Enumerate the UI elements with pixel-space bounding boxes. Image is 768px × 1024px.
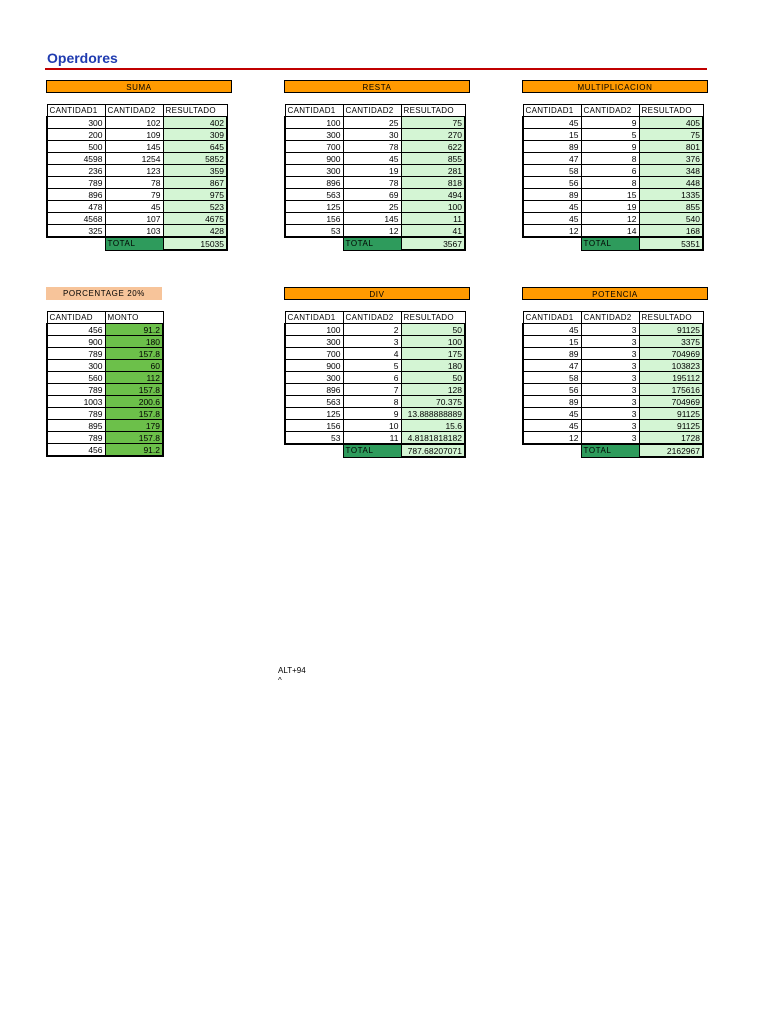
table-cell: 704969 (639, 348, 703, 360)
table-cell: 175616 (639, 384, 703, 396)
table-cell: 50 (401, 324, 465, 336)
table-cell: 801 (639, 141, 703, 153)
table-cell: 25 (343, 117, 401, 129)
table-cell: 3 (581, 396, 639, 408)
table-cell: 78 (105, 177, 163, 189)
table-cell: 622 (401, 141, 465, 153)
table-cell: 405 (639, 117, 703, 129)
total-label: TOTAL (343, 444, 401, 457)
table-row (285, 372, 465, 384)
porcentaje-table (46, 311, 164, 457)
table-row (523, 396, 703, 408)
table-cell: 195112 (639, 372, 703, 384)
table-cell: 3 (581, 432, 639, 445)
table-row (523, 384, 703, 396)
table-cell: 3 (581, 384, 639, 396)
table-row (47, 213, 227, 225)
resta-block (284, 80, 470, 251)
table-row (47, 201, 227, 213)
blank-cell (285, 237, 343, 250)
table-cell: 300 (285, 129, 343, 141)
table-row (523, 177, 703, 189)
table-cell: 300 (285, 372, 343, 384)
total-value: 3567 (401, 237, 465, 250)
table-cell: 12 (523, 225, 581, 238)
table-cell: 236 (47, 165, 105, 177)
table-header-row (47, 312, 163, 324)
table-cell: 109 (105, 129, 163, 141)
table-cell: 53 (285, 432, 343, 445)
table-cell: 428 (163, 225, 227, 238)
table-row (47, 444, 163, 457)
div-block (284, 287, 470, 458)
table-row (523, 225, 703, 238)
table-cell: 180 (401, 360, 465, 372)
table-cell: 123 (105, 165, 163, 177)
table-row (47, 324, 163, 336)
table-cell: 41 (401, 225, 465, 238)
table-cell: 157.8 (105, 432, 163, 444)
total-row (523, 444, 703, 457)
table-cell: 359 (163, 165, 227, 177)
table-cell: 100 (401, 336, 465, 348)
table-row (47, 384, 163, 396)
table-cell: 8 (581, 177, 639, 189)
table-cell: 789 (47, 177, 105, 189)
table-cell: 7 (343, 384, 401, 396)
column-header: CANTIDAD2 (343, 312, 401, 324)
table-cell: 5852 (163, 153, 227, 165)
table-cell: 700 (285, 141, 343, 153)
table-header-row (523, 105, 703, 117)
table-cell: 89 (523, 189, 581, 201)
table-row (285, 177, 465, 189)
table-cell: 107 (105, 213, 163, 225)
table-row (523, 372, 703, 384)
table-cell: 70.375 (401, 396, 465, 408)
shortcut-note-line1: ALT+94 (278, 666, 306, 675)
table-row (47, 372, 163, 384)
table-row (47, 177, 227, 189)
table-cell: 58 (523, 372, 581, 384)
table-cell: 900 (285, 360, 343, 372)
table-row (285, 129, 465, 141)
table-cell: 3 (581, 420, 639, 432)
table-cell: 45 (343, 153, 401, 165)
table-cell: 896 (47, 189, 105, 201)
table-cell: 855 (401, 153, 465, 165)
column-header: CANTIDAD2 (343, 105, 401, 117)
table-cell: 1254 (105, 153, 163, 165)
table-cell: 523 (163, 201, 227, 213)
table-cell: 15.6 (401, 420, 465, 432)
table-cell: 157.8 (105, 384, 163, 396)
table-cell: 704969 (639, 396, 703, 408)
table-cell: 645 (163, 141, 227, 153)
total-value: 2162967 (639, 444, 703, 457)
table-cell: 867 (163, 177, 227, 189)
total-row (285, 237, 465, 250)
total-value: 787.68207071 (401, 444, 465, 457)
table-cell: 348 (639, 165, 703, 177)
table-row (523, 336, 703, 348)
blank-cell (47, 237, 105, 250)
table-cell: 58 (523, 165, 581, 177)
column-header: CANTIDAD1 (47, 105, 105, 117)
table-cell: 789 (47, 348, 105, 360)
table-cell: 448 (639, 177, 703, 189)
table-row (523, 213, 703, 225)
table-cell: 112 (105, 372, 163, 384)
total-value: 15035 (163, 237, 227, 250)
table-cell: 494 (401, 189, 465, 201)
table-cell: 300 (285, 165, 343, 177)
table-cell: 3 (581, 408, 639, 420)
table-cell: 789 (47, 384, 105, 396)
suma-header: SUMA (46, 80, 232, 93)
potencia-table (522, 311, 704, 458)
table-row (47, 432, 163, 444)
table-cell: 4 (343, 348, 401, 360)
table-row (285, 153, 465, 165)
table-cell: 1335 (639, 189, 703, 201)
table-cell: 270 (401, 129, 465, 141)
table-cell: 15 (581, 189, 639, 201)
table-cell: 563 (285, 189, 343, 201)
table-cell: 128 (401, 384, 465, 396)
table-cell: 376 (639, 153, 703, 165)
column-header: RESULTADO (163, 105, 227, 117)
table-cell: 789 (47, 408, 105, 420)
table-cell: 3 (581, 348, 639, 360)
table-cell: 200 (47, 129, 105, 141)
table-cell: 8 (581, 153, 639, 165)
table-row (47, 360, 163, 372)
table-cell: 563 (285, 396, 343, 408)
table-row (47, 225, 227, 238)
table-cell: 89 (523, 396, 581, 408)
table-cell: 75 (639, 129, 703, 141)
table-cell: 4675 (163, 213, 227, 225)
table-row (523, 117, 703, 129)
table-cell: 456 (47, 324, 105, 336)
table-cell: 45 (523, 420, 581, 432)
column-header: CANTIDAD2 (581, 105, 639, 117)
table-row (285, 225, 465, 238)
column-header: CANTIDAD1 (523, 312, 581, 324)
table-cell: 309 (163, 129, 227, 141)
table-cell: 145 (343, 213, 401, 225)
table-cell: 4.8181818182 (401, 432, 465, 445)
column-header: RESULTADO (639, 105, 703, 117)
table-cell: 3 (581, 324, 639, 336)
table-row (47, 408, 163, 420)
table-row (285, 189, 465, 201)
total-row (523, 237, 703, 250)
table-cell: 11 (343, 432, 401, 445)
multiplicacion-block (522, 80, 708, 251)
table-cell: 125 (285, 201, 343, 213)
table-row (47, 348, 163, 360)
table-cell: 69 (343, 189, 401, 201)
total-row (47, 237, 227, 250)
title-rule (45, 68, 707, 70)
table-cell: 3 (581, 336, 639, 348)
table-cell: 157.8 (105, 348, 163, 360)
total-label: TOTAL (581, 444, 639, 457)
table-cell: 895 (47, 420, 105, 432)
table-cell: 175 (401, 348, 465, 360)
shortcut-note-line2: ^ (278, 676, 282, 685)
table-cell: 560 (47, 372, 105, 384)
table-cell: 3 (343, 336, 401, 348)
table-row (523, 324, 703, 336)
table-cell: 78 (343, 141, 401, 153)
table-cell: 4568 (47, 213, 105, 225)
table-row (523, 420, 703, 432)
table-cell: 975 (163, 189, 227, 201)
table-row (47, 165, 227, 177)
table-cell: 89 (523, 348, 581, 360)
table-cell: 56 (523, 177, 581, 189)
table-cell: 5 (343, 360, 401, 372)
table-cell: 4598 (47, 153, 105, 165)
table-cell: 30 (343, 129, 401, 141)
table-cell: 9 (581, 117, 639, 129)
table-cell: 145 (105, 141, 163, 153)
table-cell: 103 (105, 225, 163, 238)
table-cell: 1003 (47, 396, 105, 408)
blank-cell (523, 444, 581, 457)
table-cell: 91.2 (105, 324, 163, 336)
table-cell: 300 (47, 117, 105, 129)
table-cell: 6 (581, 165, 639, 177)
table-cell: 91125 (639, 408, 703, 420)
table-row (523, 348, 703, 360)
table-cell: 47 (523, 360, 581, 372)
table-row (523, 165, 703, 177)
table-cell: 3375 (639, 336, 703, 348)
table-cell: 5 (581, 129, 639, 141)
column-header: CANTIDAD (47, 312, 105, 324)
table-cell: 540 (639, 213, 703, 225)
multiplicacion-header: MULTIPLICACION (522, 80, 708, 93)
table-cell: 19 (581, 201, 639, 213)
table-row (285, 324, 465, 336)
column-header: RESULTADO (401, 105, 465, 117)
table-cell: 45 (105, 201, 163, 213)
table-cell: 3 (581, 372, 639, 384)
table-cell: 855 (639, 201, 703, 213)
table-cell: 19 (343, 165, 401, 177)
total-row (285, 444, 465, 457)
shortcut-note (278, 666, 306, 686)
table-cell: 15 (523, 129, 581, 141)
table-row (47, 153, 227, 165)
table-cell: 45 (523, 117, 581, 129)
table-cell: 156 (285, 213, 343, 225)
table-cell: 818 (401, 177, 465, 189)
table-cell: 2 (343, 324, 401, 336)
table-row (285, 360, 465, 372)
table-row (523, 360, 703, 372)
table-row (47, 336, 163, 348)
table-cell: 300 (285, 336, 343, 348)
table-cell: 500 (47, 141, 105, 153)
suma-block (46, 80, 232, 251)
table-cell: 15 (523, 336, 581, 348)
table-cell: 168 (639, 225, 703, 238)
table-cell: 156 (285, 420, 343, 432)
table-cell: 900 (47, 336, 105, 348)
table-row (285, 336, 465, 348)
table-cell: 900 (285, 153, 343, 165)
table-cell: 180 (105, 336, 163, 348)
table-cell: 281 (401, 165, 465, 177)
table-cell: 9 (581, 141, 639, 153)
total-label: TOTAL (343, 237, 401, 250)
suma-table (46, 104, 228, 251)
table-row (285, 117, 465, 129)
table-cell: 9 (343, 408, 401, 420)
table-row (285, 141, 465, 153)
table-cell: 89 (523, 141, 581, 153)
table-cell: 45 (523, 201, 581, 213)
column-header: CANTIDAD1 (523, 105, 581, 117)
div-header: DIV (284, 287, 470, 300)
table-cell: 456 (47, 444, 105, 457)
table-cell: 45 (523, 324, 581, 336)
div-table (284, 311, 466, 458)
potencia-header: POTENCIA (522, 287, 708, 300)
table-cell: 100 (285, 324, 343, 336)
total-label: TOTAL (105, 237, 163, 250)
table-row (523, 201, 703, 213)
table-cell: 102 (105, 117, 163, 129)
table-cell: 45 (523, 408, 581, 420)
column-header: MONTO (105, 312, 163, 324)
table-header-row (285, 105, 465, 117)
table-cell: 103823 (639, 360, 703, 372)
table-header-row (47, 105, 227, 117)
resta-header: RESTA (284, 80, 470, 93)
table-row (285, 420, 465, 432)
table-row (47, 129, 227, 141)
table-row (47, 189, 227, 201)
table-row (285, 432, 465, 445)
table-row (523, 432, 703, 445)
table-cell: 3 (581, 360, 639, 372)
table-cell: 14 (581, 225, 639, 238)
table-row (47, 420, 163, 432)
table-row (285, 384, 465, 396)
table-cell: 1728 (639, 432, 703, 445)
table-cell: 6 (343, 372, 401, 384)
column-header: CANTIDAD2 (105, 105, 163, 117)
table-cell: 11 (401, 213, 465, 225)
table-cell: 91125 (639, 420, 703, 432)
table-cell: 100 (285, 117, 343, 129)
table-cell: 60 (105, 360, 163, 372)
column-header: RESULTADO (401, 312, 465, 324)
porcentaje-block (46, 287, 232, 457)
table-row (523, 189, 703, 201)
table-cell: 700 (285, 348, 343, 360)
table-cell: 47 (523, 153, 581, 165)
table-cell: 56 (523, 384, 581, 396)
table-row (285, 201, 465, 213)
total-value: 5351 (639, 237, 703, 250)
table-cell: 13.888888889 (401, 408, 465, 420)
table-cell: 79 (105, 189, 163, 201)
table-row (285, 396, 465, 408)
column-header: CANTIDAD1 (285, 105, 343, 117)
table-cell: 157.8 (105, 408, 163, 420)
table-cell: 200.6 (105, 396, 163, 408)
table-row (523, 408, 703, 420)
table-cell: 50 (401, 372, 465, 384)
table-cell: 53 (285, 225, 343, 238)
table-cell: 896 (285, 384, 343, 396)
table-cell: 45 (523, 213, 581, 225)
potencia-block (522, 287, 708, 458)
column-header: CANTIDAD1 (285, 312, 343, 324)
table-row (285, 408, 465, 420)
table-cell: 789 (47, 432, 105, 444)
column-header: CANTIDAD2 (581, 312, 639, 324)
table-cell: 91.2 (105, 444, 163, 457)
table-row (523, 153, 703, 165)
table-row (47, 117, 227, 129)
table-row (285, 213, 465, 225)
table-cell: 402 (163, 117, 227, 129)
table-cell: 125 (285, 408, 343, 420)
table-cell: 12 (343, 225, 401, 238)
table-cell: 179 (105, 420, 163, 432)
page-title: Operdores (47, 50, 118, 66)
table-cell: 300 (47, 360, 105, 372)
table-cell: 100 (401, 201, 465, 213)
table-cell: 25 (343, 201, 401, 213)
blank-cell (285, 444, 343, 457)
table-cell: 896 (285, 177, 343, 189)
table-cell: 91125 (639, 324, 703, 336)
table-cell: 8 (343, 396, 401, 408)
table-row (47, 396, 163, 408)
porcentaje-header: PORCENTAGE 20% (46, 287, 162, 300)
table-row (47, 141, 227, 153)
table-cell: 478 (47, 201, 105, 213)
table-row (523, 141, 703, 153)
table-cell: 325 (47, 225, 105, 238)
multiplicacion-table (522, 104, 704, 251)
table-cell: 75 (401, 117, 465, 129)
table-row (285, 348, 465, 360)
table-header-row (523, 312, 703, 324)
table-cell: 78 (343, 177, 401, 189)
table-row (523, 129, 703, 141)
table-header-row (285, 312, 465, 324)
resta-table (284, 104, 466, 251)
table-cell: 12 (581, 213, 639, 225)
column-header: RESULTADO (639, 312, 703, 324)
table-row (285, 165, 465, 177)
table-cell: 12 (523, 432, 581, 445)
table-cell: 10 (343, 420, 401, 432)
blank-cell (523, 237, 581, 250)
total-label: TOTAL (581, 237, 639, 250)
